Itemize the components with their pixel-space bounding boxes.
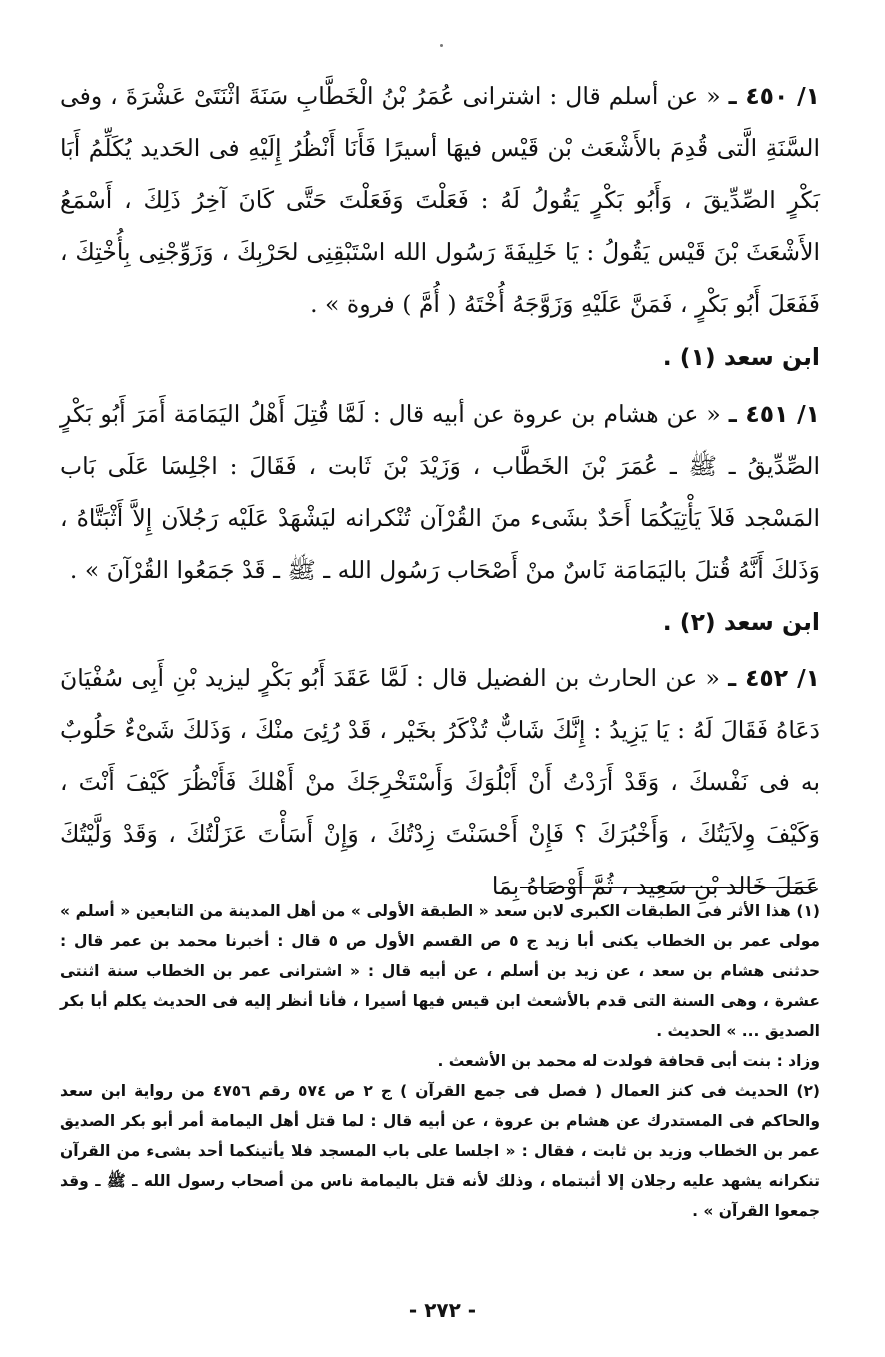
entry-452 — [60, 652, 820, 912]
entry-text: « عن هشام بن عروة عن أبيه قال : لَمَّا قُتِلَ أَهْلُ اليَمَامَة أَمَرَ أَبُو بَكْرٍ الصِّدِّيقُ ـ ﷺ ـ عُمَرَ بْنَ الخَطَّاب ، وَزَيْدَ بْنَ ثَابت ، فَقَالَ : اجْلِسَا عَلَى بَاب المَسْجد فَلاَ يَأْتِيَكُمَا أَحَدٌ بشَىء منَ القُرْآن تُنْكرانه ليَشْهَدْ عَلَيْه رَجُلاَن إِلاَّ أَثْبَتَّاهُ ، وَذَلكَ أَنَّهُ قُتلَ باليَمَامَة نَاسٌ منْ أَصْحَاب رَسُول الله ـ ﷺ ـ قَدْ جَمَعُوا القُرْآنَ » . — [60, 400, 820, 584]
entry-source: ابن سعد (٢) . — [662, 608, 820, 636]
footnote-1: (١) هذا الأثر فى الطبقات الكبرى لابن سعد « الطبقة الأولى » من أهل المدينة من التابعين « أسلم » مولى عمر بن الخطاب يكنى أبا زيد ج ٥ ص القسم الأول ص ٥ قال : أخبرنا محمد بن عمر قال : حدثنى هشام بن سعد ، عن زيد بن أسلم ، عن أبيه قال : « اشترانى عمر بن الخطاب سنة اثنتى عشرة ، وهى السنة التى قدم بالأشعث ابن قيس فيها أسيرا ، فأنا أنظر إليه فى الحديث يكلم أبا بكر الصديق ... » الحديث . — [60, 902, 821, 1040]
footnote-2: (٢) الحديث فى كنز العمال ( فصل فى جمع القرآن ) ج ٢ ص ٥٧٤ رقم ٤٧٥٦ من رواية ابن سعد والحاكم فى المستدرك عن هشام بن عروة ، عن أبيه قال : لما قتل أهل اليمامة أمر أبو بكر الصديق عمر بن الخطاب وزيد بن ثابت ، فقال : « اجلسا على باب المسجد فلا يأتينكما أحد بشىء من القرآن تنكرانه يشهد عليه رجلان إلا أثبتماه ، وذلك لأنه قتل باليمامة ناس من أصحاب رسول الله ـ ﷺ ـ وقد جمعوا القرآن » . — [60, 1082, 820, 1220]
scan-speck — [440, 44, 443, 47]
footnotes — [60, 896, 820, 1226]
entry-451 — [60, 388, 820, 596]
entry-source: ابن سعد (١) . — [662, 343, 820, 371]
page-number: - ٢٧٢ - — [408, 1298, 477, 1322]
footnote-1-extra: وزاد : بنت أبى قحافة فولدت له محمد بن الأشعث . — [437, 1052, 820, 1070]
entry-450 — [60, 70, 820, 330]
entry-text: « عن أسلم قال : اشترانى عُمَرُ بْنُ الْخَطَّابِ سَنَةَ اثْنَتَىْ عَشْرَةَ ، وفى السَّنَةِ الَّتى قُدِمَ بالأَشْعَث بْن قَيْس فيهَا أسيرًا فَأَنَا أَنْظُرُ إِلَيْهِ فى الحَديد يُكَلِّمُ أَبَا بَكْرٍ الصِّدِّيقَ ، وَأَبُو بَكْرٍ يَقُولُ لَهُ : فَعَلْتَ وَفَعَلْتَ حَتَّى كَانَ آخِرُ ذَلِكَ ، أَسْمَعُ الأَشْعَثَ بْنَ قَيْس يَقُولُ : يَا خَلِيفَةَ رَسُول الله اسْتَبْقِنِى لحَرْبِكَ ، وَزَوِّجْنِى بِأُخْتِكَ ، فَفَعَلَ أَبُو بَكْرٍ ، فَمَنَّ عَلَيْهِ وَزَوَّجَهُ أُخْتَهُ ( أُمَّ ) فروة » . — [60, 82, 820, 318]
entry-number: ١/ ٤٥١ ـ — [728, 400, 820, 428]
entry-text: « عن الحارث بن الفضيل قال : لَمَّا عَقَدَ أَبُو بَكْرٍ ليزيد بْنِ أَبِى سُفْيَانَ دَعَاهُ فَقَالَ لَهُ : يَا يَزِيدُ : إِنَّكَ شَابٌّ تُذْكَرُ بخَيْر ، قَدْ رُئِىَ منْكَ ، وَذَلكَ شَىْءٌ حَلُوبٌ به فى نَفْسكَ ، وَقَدْ أَرَدْتُ أَنْ أَبْلُوَكَ وَأَسْتَخْرِجَكَ منْ أَهْلكَ فَأَنْظُرَ كَيْفَ أَنْتَ ، وَكَيْفَ وِلاَيَتُكَ ، وَأَخْبُرَكَ ؟ فَإِنْ أَحْسَنْتَ زِدْتُكَ ، وَإِنْ أَسَأْتَ عَزَلْتُكَ ، وَقَدْ وَلَّيْتُكَ عَمَلَ خَالد بْنِ سَعِيد ، ثُمَّ أَوْصَاهُ بِمَا — [60, 664, 820, 900]
footnote-divider — [520, 887, 816, 888]
entry-number: ١/ ٤٥٠ ـ — [728, 82, 820, 110]
entry-number: ١/ ٤٥٢ ـ — [728, 664, 820, 692]
